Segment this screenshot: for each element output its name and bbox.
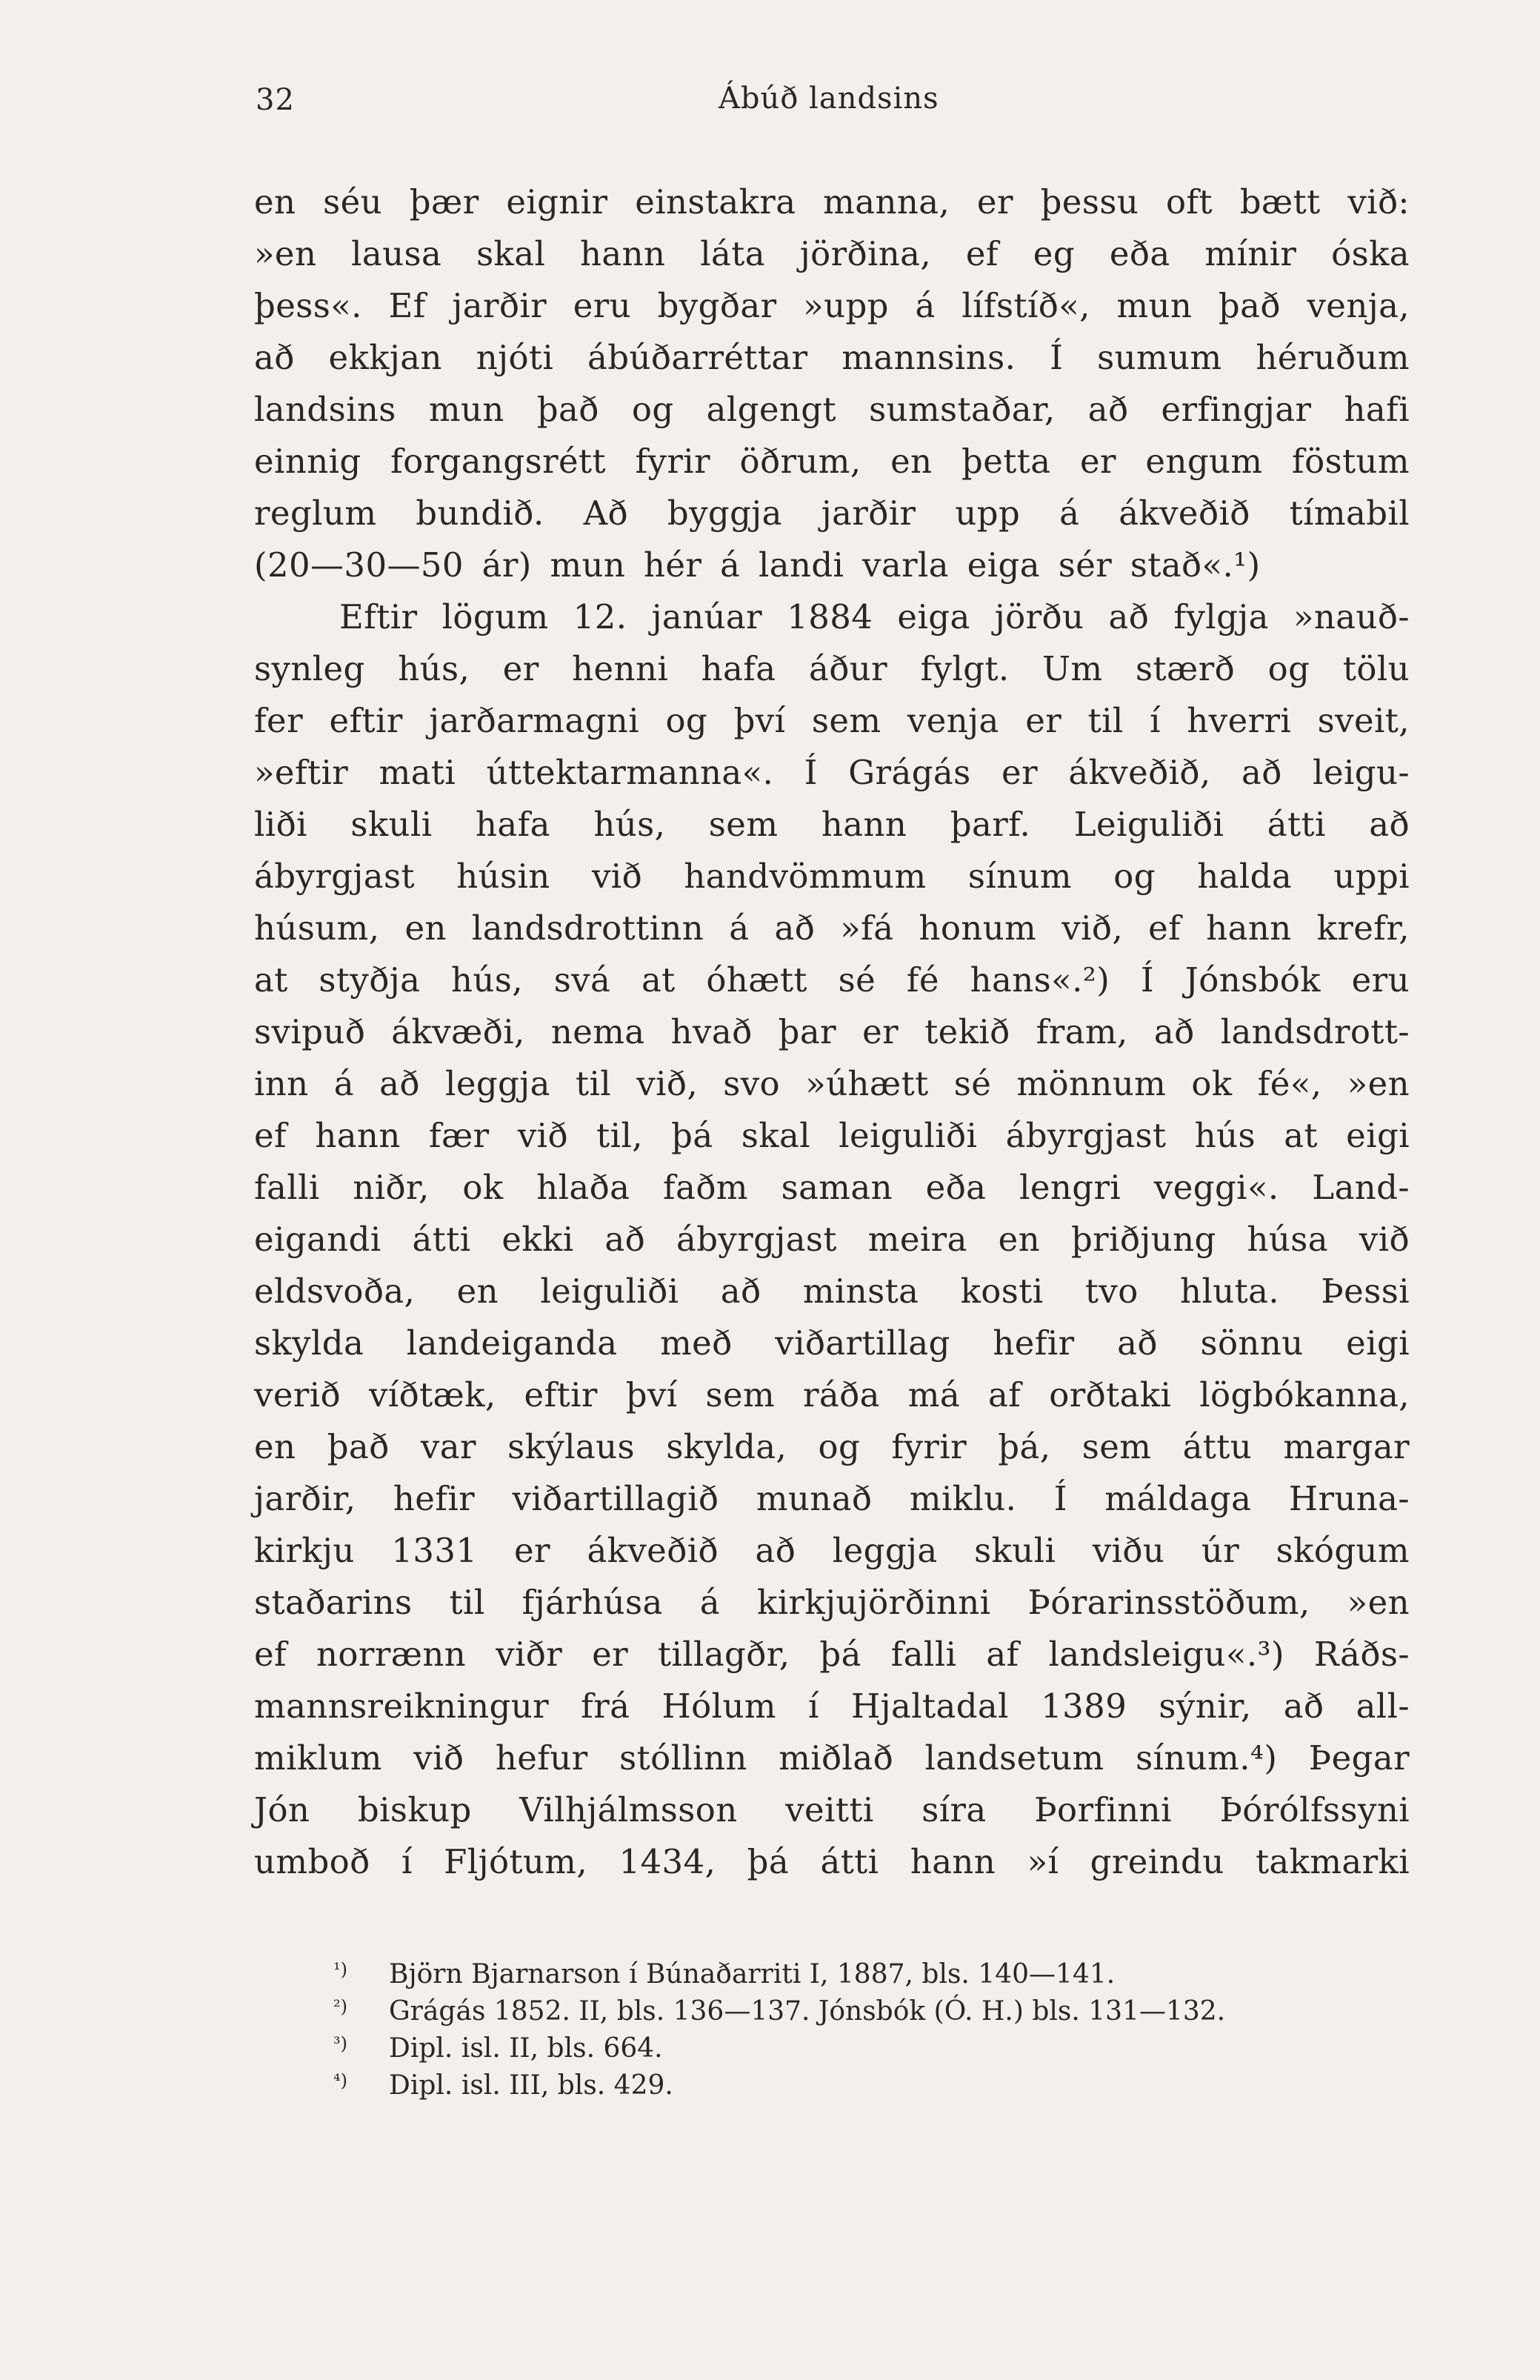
text-line: inn á að leggja til við, svo »úhætt sé mönnum ok fé«, »en bbox=[254, 1064, 1410, 1103]
text-line: einnig forgangsrétt fyrir öðrum, en þetta er engum föstum bbox=[254, 442, 1410, 481]
footnote-marker: ²) bbox=[333, 1996, 347, 2017]
text-line: at styðja hús, svá at óhætt sé fé hans«.²) Í Jónsbók eru bbox=[254, 960, 1410, 1000]
text-line: ábyrgjast húsin við handvömmum sínum og halda uppi bbox=[254, 857, 1410, 896]
text-line: mannsreikningur frá Hólum í Hjaltadal 1389 sýnir, að all- bbox=[254, 1686, 1410, 1726]
footnote bbox=[333, 1993, 1225, 2030]
text-line: ef hann fær við til, þá skal leiguliði ábyrgjast hús at eigi bbox=[254, 1116, 1410, 1155]
text-line: »en lausa skal hann láta jörðina, ef eg eða mínir óska bbox=[254, 234, 1410, 273]
text-line: »eftir mati úttektarmanna«. Í Grágás er ákveðið, að leigu- bbox=[254, 753, 1410, 792]
footnote bbox=[333, 2067, 673, 2104]
text-line: jarðir, hefir viðartillagið munað miklu. Í máldaga Hruna- bbox=[254, 1479, 1410, 1518]
footnote-text: Grágás 1852. II, bls. 136—137. Jónsbók (Ó. H.) bls. 131—132. bbox=[389, 1996, 1226, 2027]
text-line: Eftir lögum 12. janúar 1884 eiga jörðu að fylgja »nauð- bbox=[339, 597, 1410, 636]
text-line: eldsvoða, en leiguliði að minsta kosti tvo hluta. Þessi bbox=[254, 1272, 1410, 1311]
text-line: húsum, en landsdrottinn á að »fá honum við, ef hann krefr, bbox=[254, 908, 1410, 948]
text-line: staðarins til fjárhúsa á kirkjujörðinni Þórarinsstöðum, »en bbox=[254, 1583, 1410, 1622]
text-line: að ekkjan njóti ábúðarréttar mannsins. Í sumum héruðum bbox=[254, 338, 1410, 377]
text-line: en séu þær eignir einstakra manna, er þessu oft bætt við: bbox=[254, 182, 1410, 222]
footnote-text: Björn Bjarnarson í Búnaðarriti I, 1887, bls. 140—141. bbox=[389, 1959, 1116, 1990]
text-line: eigandi átti ekki að ábyrgjast meira en þriðjung húsa við bbox=[254, 1220, 1410, 1259]
text-line: ef norrænn viðr er tillagðr, þá falli af landsleigu«.³) Ráðs- bbox=[254, 1635, 1410, 1674]
text-line: þess«. Ef jarðir eru bygðar »upp á lífstíð«, mun það venja, bbox=[254, 286, 1410, 325]
footnote-marker: ⁴) bbox=[333, 2070, 347, 2091]
text-line: svipuð ákvæði, nema hvað þar er tekið fram, að landsdrott- bbox=[254, 1012, 1410, 1051]
text-line: reglum bundið. Að byggja jarðir upp á ákveðið tímabil bbox=[254, 493, 1410, 533]
running-title: Ábúð landsins bbox=[719, 82, 939, 116]
page-number: 32 bbox=[256, 83, 295, 117]
footnote bbox=[333, 1956, 1115, 1993]
text-line: skylda landeiganda með viðartillag hefir að sönnu eigi bbox=[254, 1323, 1410, 1363]
text-line: fer eftir jarðarmagni og því sem venja er til í hverri sveit, bbox=[254, 701, 1410, 740]
text-line: landsins mun það og algengt sumstaðar, að erfingjar hafi bbox=[254, 390, 1410, 429]
text-line: synleg hús, er henni hafa áður fylgt. Um stærð og tölu bbox=[254, 649, 1410, 688]
text-line: kirkju 1331 er ákveðið að leggja skuli viðu úr skógum bbox=[254, 1531, 1410, 1570]
text-line: umboð í Fljótum, 1434, þá átti hann »í greindu takmarki bbox=[254, 1842, 1410, 1881]
text-line: Jón biskup Vilhjálmsson veitti síra Þorfinni Þórólfssyni bbox=[254, 1790, 1410, 1829]
footnote bbox=[333, 2030, 663, 2067]
text-line: verið víðtæk, eftir því sem ráða má af orðtaki lögbókanna, bbox=[254, 1375, 1410, 1415]
footnote-text: Dipl. isl. III, bls. 429. bbox=[389, 2070, 673, 2101]
footnote-text: Dipl. isl. II, bls. 664. bbox=[389, 2033, 663, 2064]
footnote-marker: ¹) bbox=[333, 1959, 347, 1980]
text-line: falli niðr, ok hlaða faðm saman eða lengri veggi«. Land- bbox=[254, 1168, 1410, 1207]
text-line: (20—30—50 ár) mun hér á landi varla eiga sér stað«.¹) bbox=[254, 545, 1261, 585]
text-line: miklum við hefur stóllinn miðlað landsetum sínum.⁴) Þegar bbox=[254, 1738, 1410, 1778]
text-line: en það var skýlaus skylda, og fyrir þá, sem áttu margar bbox=[254, 1427, 1410, 1466]
footnote-marker: ³) bbox=[333, 2033, 347, 2054]
text-line: liði skuli hafa hús, sem hann þarf. Leiguliði átti að bbox=[254, 805, 1410, 844]
